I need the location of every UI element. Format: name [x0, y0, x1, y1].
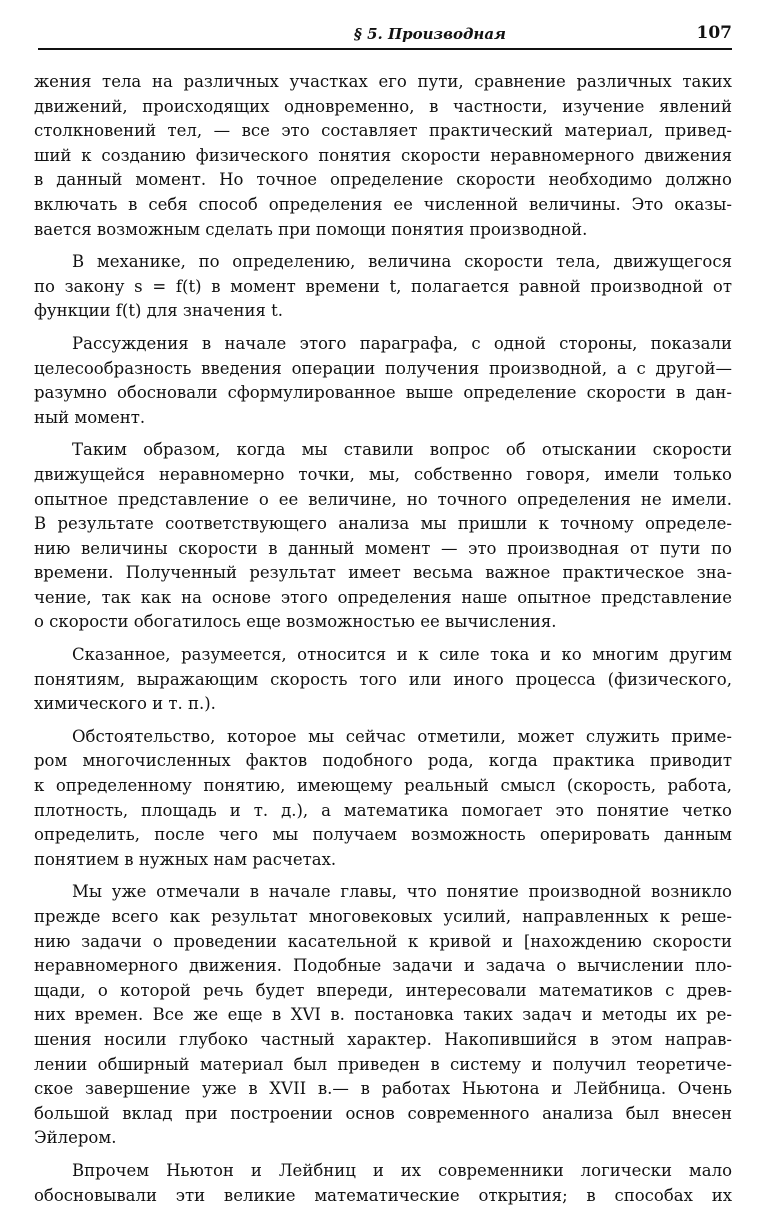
text-line: плотность, площадь и т. д.), а математика помогает это понятие четко	[34, 800, 732, 820]
text-line: нию задачи о проведении касательной к кривой и [нахождению скорости	[34, 931, 732, 951]
text-line: функции f(t) для значения t.	[34, 301, 283, 321]
text-line: них времен. Все же еще в XVI в. постановка таких задач и методы их ре-	[34, 1005, 732, 1025]
text-line: целесообразность введения операции получения производной, а с другой—	[34, 358, 732, 378]
page-header	[38, 20, 732, 50]
paragraph	[34, 725, 732, 873]
text-line: обосновывали эти великие математические открытия; в способах их	[34, 1185, 732, 1205]
paragraph	[34, 880, 732, 1151]
text-line: о скорости обогатилось еще возможностью ее вычисления.	[34, 612, 557, 632]
paragraph	[34, 250, 732, 324]
text-line: к определенному понятию, имеющему реальный смысл (скорость, работа,	[34, 776, 732, 796]
text-line: вается возможным сделать при помощи понятия производной.	[34, 219, 588, 239]
text-line: Обстоятельство, которое мы сейчас отметили, может служить приме-	[72, 726, 732, 746]
text-line: прежде всего как результат многовековых усилий, направленных к реше-	[34, 907, 732, 926]
paragraph	[34, 1159, 732, 1208]
text-line: шения носили глубоко частный характер. Накопившийся в этом направ-	[34, 1029, 732, 1049]
text-line: ром многочисленных фактов подобного рода, когда практика приводит	[34, 751, 732, 771]
text-line: Рассуждения в начале этого параграфа, с одной стороны, показали	[72, 333, 732, 353]
text-line: движений, происходящих одновременно, в частности, изучение явлений	[34, 96, 732, 116]
text-line: движущейся неравномерно точки, мы, собственно говоря, имели только	[34, 464, 732, 484]
text-line: В механике, по определению, величина скорости тела, движущегося	[72, 252, 732, 272]
text-line: разумно обосновали сформулированное выше определение скорости в дан-	[34, 383, 732, 403]
text-line: лении обширный материал был приведен в систему и получил теоретиче-	[34, 1054, 732, 1074]
paragraph	[34, 70, 732, 242]
text-line: времени. Полученный результат имеет весьма важное практическое зна-	[34, 563, 732, 583]
text-line: химического и т. п.).	[34, 694, 216, 714]
text-line: щади, о которой речь будет впереди, интересовали математиков с древ-	[34, 980, 732, 1000]
text-line: по закону s = f(t) в момент времени t, полагается равной производной от	[34, 276, 732, 296]
text-line: ший к созданию физического понятия скорости неравномерного движения	[34, 145, 732, 165]
text-line: определить, после чего мы получаем возможность оперировать данным	[34, 825, 732, 845]
text-line: чение, так как на основе этого определения наше опытное представление	[34, 587, 732, 607]
text-line: включать в себя способ определения ее численной величины. Это оказы-	[34, 194, 732, 214]
body-text	[34, 70, 732, 1208]
text-line: ское завершение уже в XVII в.— в работах Ньютона и Лейбница. Очень	[34, 1079, 732, 1099]
page-number: 107	[696, 23, 732, 43]
running-title: § 5. Производная	[354, 25, 506, 43]
text-line: в данный момент. Но точное определение скорости необходимо должно	[34, 170, 732, 190]
text-line: ный момент.	[34, 407, 146, 427]
text-line: Эйлером.	[34, 1128, 117, 1148]
text-line: Сказанное, разумеется, относится и к силе тока и ко многим другим	[72, 645, 732, 665]
paragraph	[34, 643, 732, 717]
paragraph	[34, 438, 732, 635]
text-line: Таким образом, когда мы ставили вопрос об отыскании скорости	[72, 440, 732, 460]
text-line: жения тела на различных участках его пути, сравнение различных таких	[34, 72, 732, 91]
text-line: понятием в нужных нам расчетах.	[34, 849, 337, 869]
paragraph	[34, 332, 732, 430]
text-line: неравномерного движения. Подобные задачи и задача о вычислении пло-	[34, 956, 732, 976]
text-line: Мы уже отмечали в начале главы, что понятие производной возникло	[72, 882, 732, 902]
text-line: нию величины скорости в данный момент — это производная от пути по	[34, 538, 732, 558]
text-line: В результате соответствующего анализа мы пришли к точному определе-	[34, 514, 732, 534]
text-line: опытное представление о ее величине, но точного определения не имели.	[34, 489, 732, 509]
text-line: столкновений тел, — все это составляет практический материал, привед-	[34, 121, 732, 141]
text-line: Впрочем Ньютон и Лейбниц и их современники логически мало	[72, 1160, 732, 1180]
text-line: понятиям, выражающим скорость того или иного процесса (физического,	[34, 669, 732, 689]
text-line: большой вклад при построении основ современного анализа был внесен	[34, 1103, 732, 1123]
